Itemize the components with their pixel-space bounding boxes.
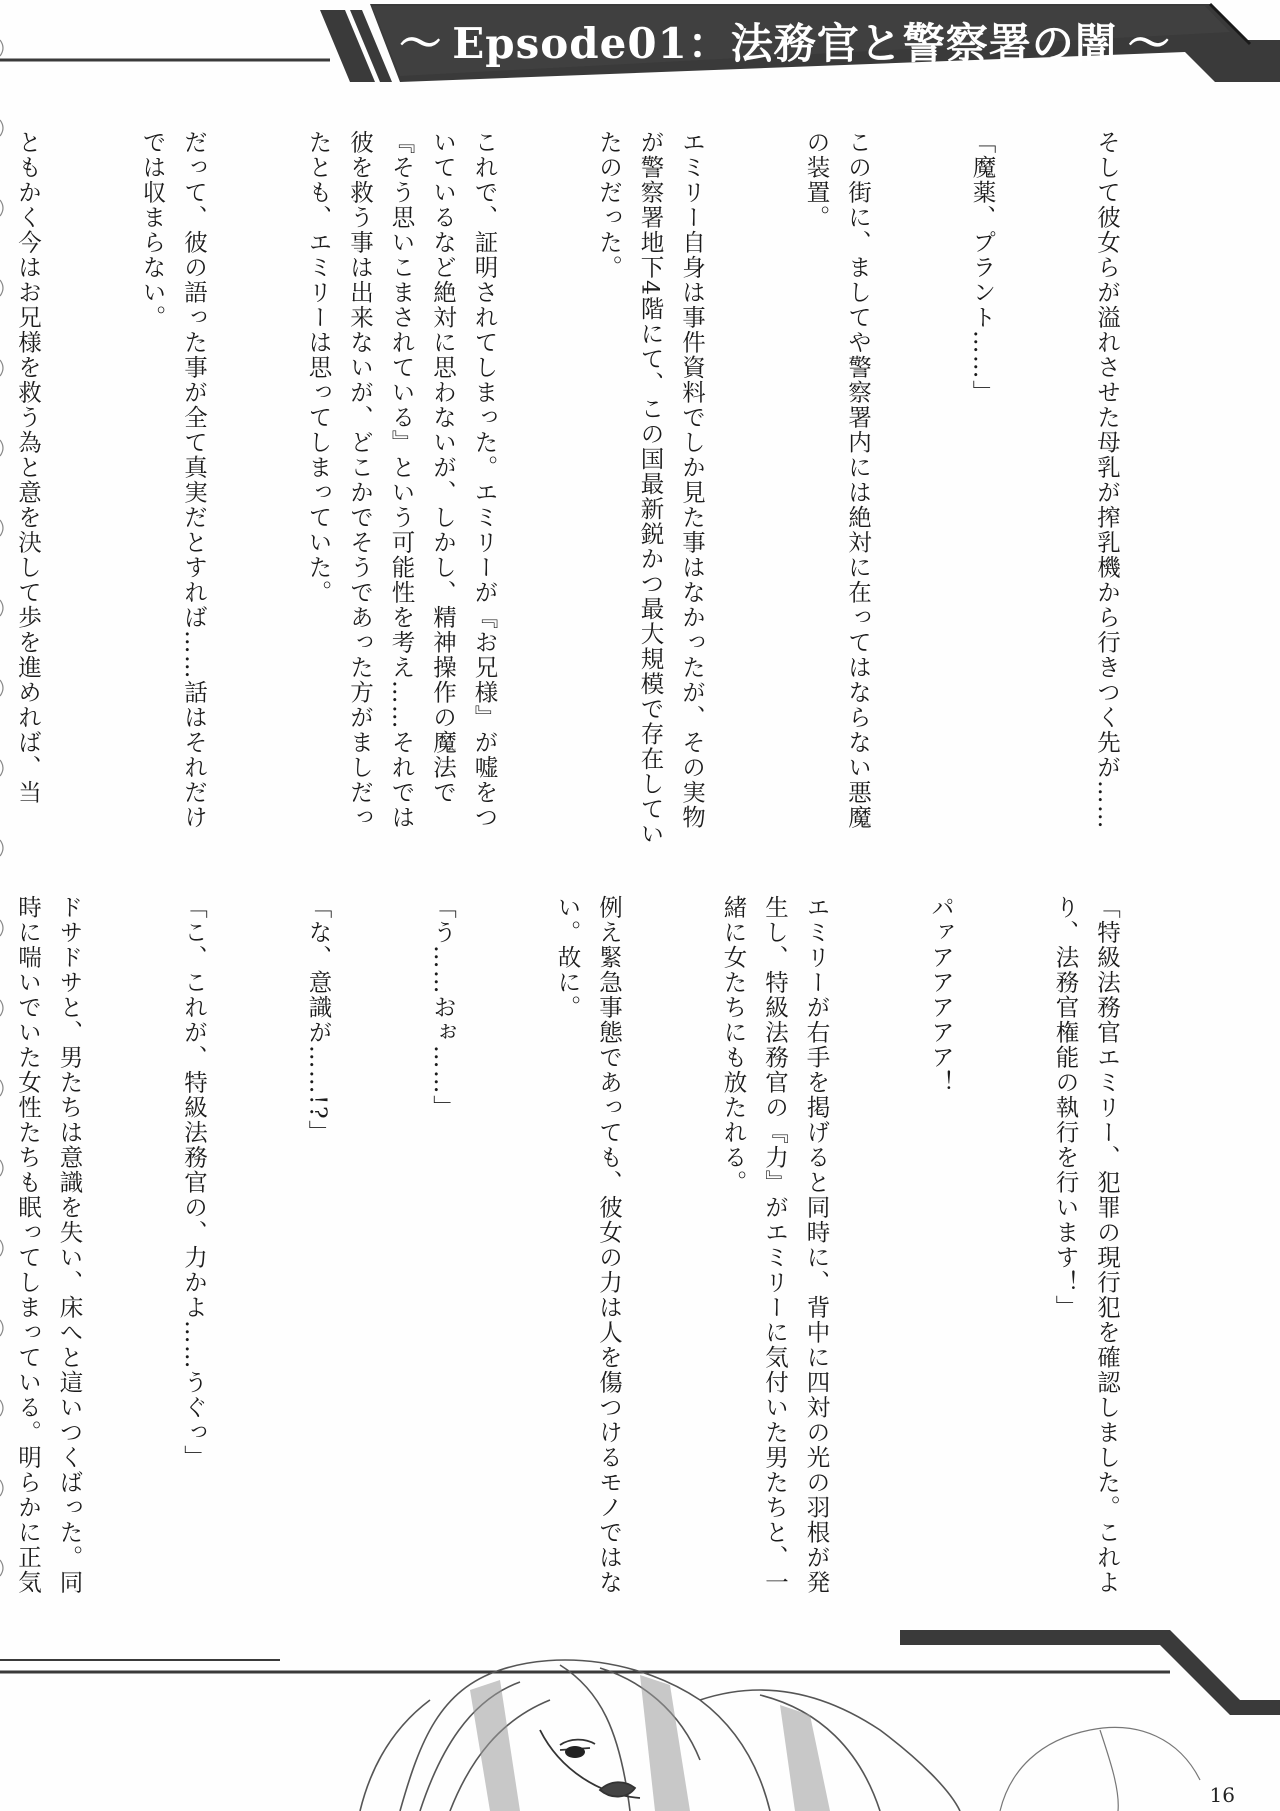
paragraph: 「う……おぉ……」 — [429, 895, 457, 1120]
paragraph: この街に、ましてや警察署内には絶対に在ってはならない悪魔の装置。 — [802, 130, 872, 830]
footer-art — [0, 1620, 1280, 1811]
page-number: 16 — [1209, 1783, 1235, 1807]
paragraph: 「な、意識が……!?」 — [304, 895, 333, 1146]
paragraph: ドサドサと、男たちは意識を失い、床へと這いつくばった。同時に喘いでいた女性たちも眠ってしまっている。明らかに正気 — [14, 895, 84, 1595]
title-tilde-right: ～ — [1127, 19, 1171, 68]
title-tilde-left: ～ — [399, 19, 443, 68]
paragraph: だって、彼の語った事が全て真実だとすれば……話はそれだけでは収まらない。 — [138, 130, 208, 830]
footer-illustration — [0, 1620, 1280, 1811]
chapter-header — [0, 0, 1280, 95]
text-block-top — [14, 130, 1210, 850]
paragraph: これで、証明されてしまった。エミリーが『お兄様』が嘘をついているなど絶対に思わないが、しかし、精神操作の魔法で『そう思いこまされている』という可能性を考え……それでは彼を救う事は出来ないが、どこかでそうであった方がましだったとも、エミリーは思ってしまっていた。 — [304, 130, 499, 830]
paragraph: そして彼女らが溢れさせた母乳が搾乳機から行きつく先が…… — [1093, 130, 1121, 830]
paragraph: エミリー自身は事件資料でしか見た事はなかったが、その実物が警察署地下4階にて、この国最新鋭かつ最大規模で存在していたのだった。 — [595, 130, 706, 847]
paragraph: エミリーが右手を掲げると同時に、背中に四対の光の羽根が発生し、特級法務官の『力』がエミリーに気付いた男たちと、一緒に女たちにも放たれる。 — [719, 895, 831, 1595]
paragraph: パァアアアアア！ — [927, 895, 955, 1095]
paragraph: 例え緊急事態であっても、彼女の力は人を傷つけるモノではない。故に。 — [553, 895, 623, 1595]
paragraph: ともかく今はお兄様を救う為と意を決して歩を進めれば、当 — [14, 130, 42, 805]
chapter-title — [395, 6, 1175, 76]
text-block-bottom — [14, 895, 1210, 1615]
paragraph: 「特級法務官エミリー、犯罪の現行犯を確認しました。これより、法務官権能の執行を行います！」 — [1051, 895, 1121, 1595]
paragraph: 「魔薬、プラント……」 — [968, 130, 997, 405]
title-text: Epsode01：法務官と警察署の闇 — [452, 19, 1118, 68]
paragraph: 「こ、これが、特級法務官の、力かよ……うぐっ」 — [180, 895, 208, 1470]
